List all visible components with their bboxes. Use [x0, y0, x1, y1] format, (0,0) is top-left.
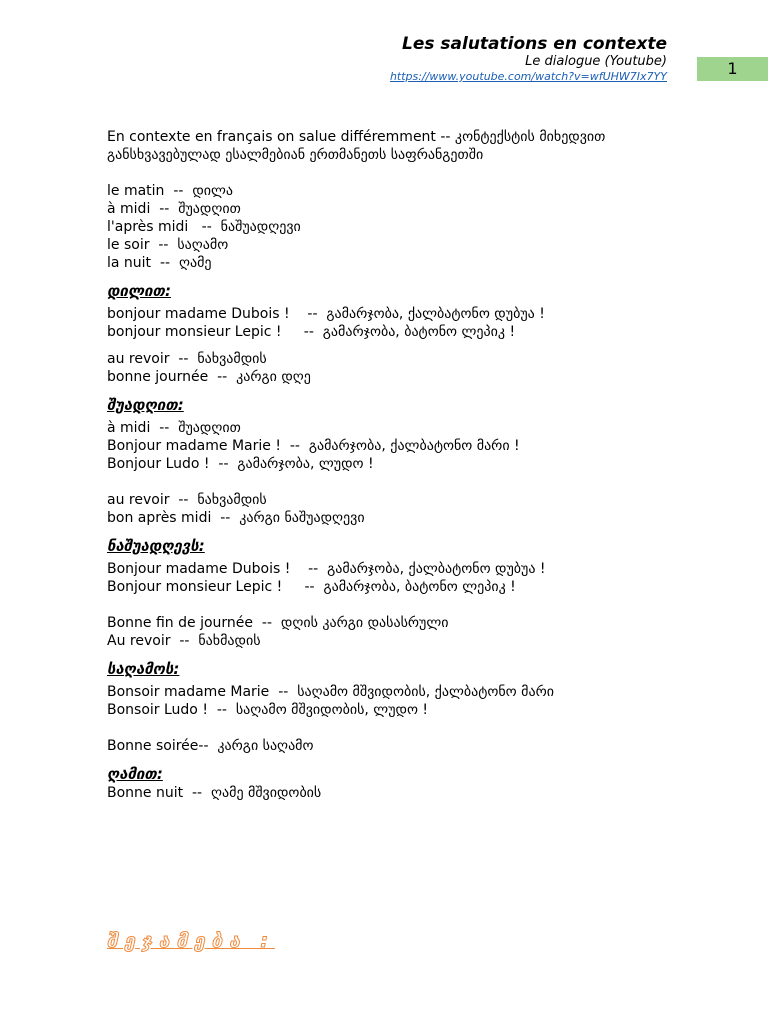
section-heading: ღამით: — [107, 765, 163, 783]
document-title: Les salutations en contexte — [402, 34, 667, 54]
list-item: le soir -- საღამო — [107, 237, 229, 253]
dialogue-line: Au revoir -- ნახმადის — [107, 633, 261, 649]
list-item: à midi -- შუადღით — [107, 201, 241, 217]
dialogue-line: Bonne soirée-- კარგი საღამო — [107, 738, 314, 754]
intro-paragraph — [107, 128, 727, 164]
document-body — [107, 128, 727, 802]
dialogue-line: bonjour monsieur Lepic ! -- გამარჯობა, ბატონო ლეპიკ ! — [107, 324, 516, 340]
page-number-badge: 1 — [697, 57, 768, 81]
dialogue-line: à midi -- შუადღით — [107, 420, 241, 436]
dialogue-line: Bonne nuit -- ღამე მშვიდობის — [107, 785, 322, 801]
section-night — [107, 764, 727, 802]
youtube-link[interactable]: https://www.youtube.com/watch?v=wfUHW7Ix7YY — [389, 70, 667, 83]
section-afternoon — [107, 536, 727, 650]
dialogue-line: Bonsoir madame Marie -- საღამო მშვიდობის, ქალბატონო მარი — [107, 684, 554, 700]
dialogue-line: Bonjour madame Dubois ! -- გამარჯობა, ქალბატონო დუბუა ! — [107, 561, 546, 577]
section-noon — [107, 395, 727, 527]
dialogue-line: Bonne fin de journée -- დღის კარგი დასასრული — [107, 615, 449, 631]
dialogue-line: bon après midi -- კარგი ნაშუადღევი — [107, 510, 365, 526]
dialogue-line: au revoir -- ნახვამდის — [107, 492, 267, 508]
dialogue-line: Bonjour monsieur Lepic ! -- გამარჯობა, ბატონო ლეპიკ ! — [107, 579, 516, 595]
summary-heading: შეჯამება : — [107, 930, 275, 952]
dialogue-line: Bonsoir Ludo ! -- საღამო მშვიდობის, ლუდო ! — [107, 702, 429, 718]
section-heading: დილით: — [107, 282, 171, 300]
document-subtitle: Le dialogue (Youtube) — [525, 54, 667, 69]
section-heading: ნაშუადღევს: — [107, 537, 205, 555]
list-item: l'après midi -- ნაშუადღევი — [107, 219, 301, 235]
section-morning — [107, 281, 727, 386]
section-heading: საღამოს: — [107, 660, 180, 678]
section-evening — [107, 659, 727, 755]
intro-line: განსხვავებულად ესალმებიან ერთმანეთს საფრანგეთში — [107, 147, 484, 163]
document-header — [390, 34, 667, 84]
intro-line: En contexte en français on salue différemment -- კონტექსტის მიხედვით — [107, 129, 606, 145]
dialogue-line: au revoir -- ნახვამდის — [107, 351, 267, 367]
dialogue-line: bonne journée -- კარგი დღე — [107, 369, 311, 385]
list-item: la nuit -- ღამე — [107, 255, 212, 271]
dialogue-line: Bonjour Ludo ! -- გამარჯობა, ლუდო ! — [107, 456, 374, 472]
dialogue-line: bonjour madame Dubois ! -- გამარჯობა, ქალბატონო დუბუა ! — [107, 306, 545, 322]
times-of-day-list — [107, 182, 727, 272]
list-item: le matin -- დილა — [107, 183, 234, 199]
section-heading: შუადღით: — [107, 396, 184, 414]
dialogue-line: Bonjour madame Marie ! -- გამარჯობა, ქალბატონო მარი ! — [107, 438, 520, 454]
